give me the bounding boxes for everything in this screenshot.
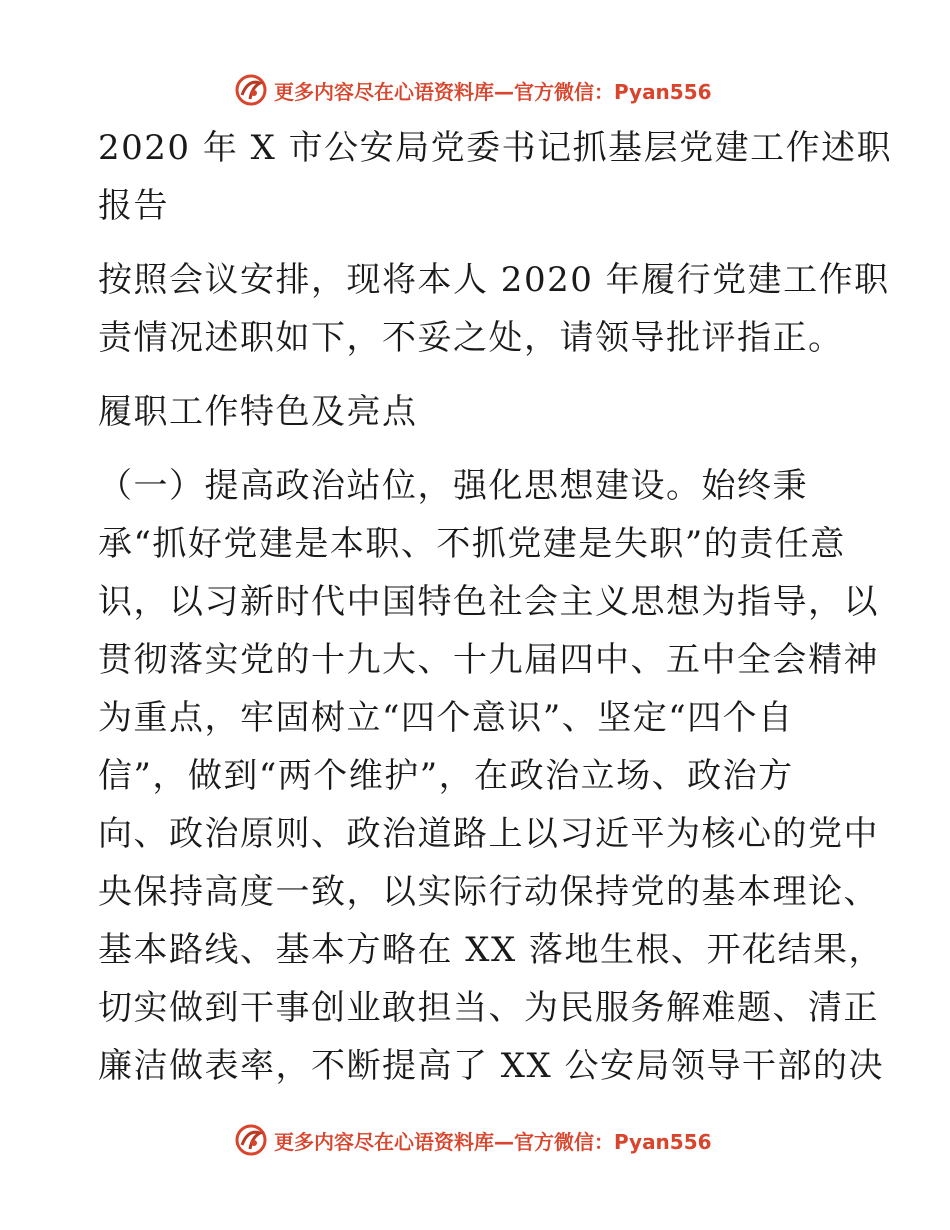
header-watermark-banner <box>234 70 712 110</box>
section-heading: 履职工作特色及亮点 <box>98 392 418 432</box>
red-swirl-logo-icon <box>234 1123 268 1157</box>
watermark-text: 更多内容尽在心语资料库—官方微信：Pyan556 <box>274 79 712 104</box>
body-line-5: 为重点，牢固树立“四个意识”、坚定“四个自 <box>98 698 794 738</box>
watermark-text: 更多内容尽在心语资料库—官方微信：Pyan556 <box>274 1129 712 1154</box>
document-title-line-2: 报告 <box>98 186 169 226</box>
intro-line-1: 按照会议安排，现将本人 2020 年履行党建工作职 <box>98 260 890 300</box>
body-line-3: 识，以习新时代中国特色社会主义思想为指导，以 <box>98 582 879 622</box>
footer-watermark-banner <box>234 1120 712 1160</box>
document-title-line-1: 2020 年 X 市公安局党委书记抓基层党建工作述职 <box>98 128 893 168</box>
body-line-8: 央保持高度一致，以实际行动保持党的基本理论、 <box>98 872 879 912</box>
body-line-10: 切实做到干事创业敢担当、为民服务解难题、清正 <box>98 988 879 1028</box>
intro-line-2: 责情况述职如下，不妥之处，请领导批评指正。 <box>98 318 844 358</box>
body-line-9: 基本路线、基本方略在 XX 落地生根、开花结果， <box>98 930 885 970</box>
body-line-2: 承“抓好党建是本职、不抓党建是失职”的责任意 <box>98 524 846 564</box>
body-line-1: （一）提高政治站位，强化思想建设。始终秉 <box>98 466 808 506</box>
red-swirl-logo-icon <box>234 73 268 107</box>
body-line-6: 信”，做到“两个维护”，在政治立场、政治方 <box>98 756 794 796</box>
body-line-11: 廉洁做表率，不断提高了 XX 公安局领导干部的决 <box>98 1046 885 1086</box>
body-line-7: 向、政治原则、政治道路上以习近平为核心的党中 <box>98 814 879 854</box>
body-line-4: 贯彻落实党的十九大、十九届四中、五中全会精神 <box>98 640 879 680</box>
